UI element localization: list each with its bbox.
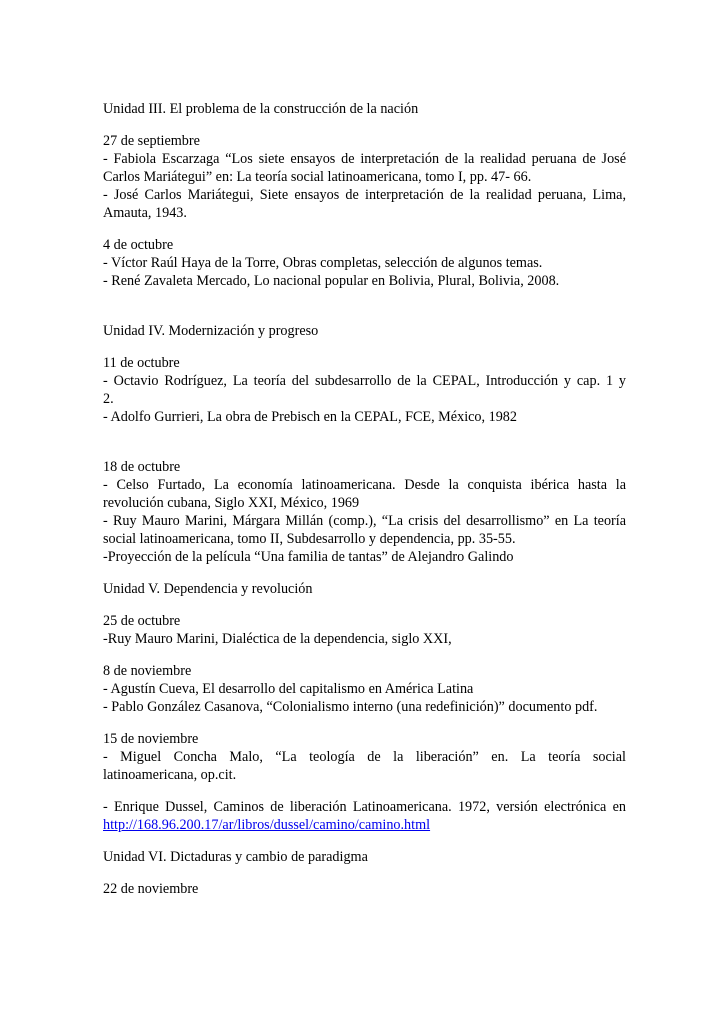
session-date-22-nov: 22 de noviembre (103, 881, 199, 897)
session-date-15-nov: 15 de noviembre (103, 731, 199, 747)
reading-mariategui-line2: Amauta, 1943. (103, 205, 187, 221)
reading-dussel-line1: - Enrique Dussel, Caminos de liberación Latinoamericana. 1972, versión electrónica en (103, 799, 626, 815)
reading-furtado-line1: - Celso Furtado, La economía latinoamericana. Desde la conquista ibérica hasta la (103, 477, 626, 493)
reading-gonzalez-casanova: - Pablo González Casanova, “Colonialismo interno (una redefinición)” documento pdf. (103, 699, 598, 715)
session-date-18-oct: 18 de octubre (103, 459, 181, 475)
session-date-27-sep: 27 de septiembre (103, 133, 200, 149)
session-date-4-oct: 4 de octubre (103, 237, 174, 253)
reading-cueva: - Agustín Cueva, El desarrollo del capitalismo en América Latina (103, 681, 474, 697)
reading-furtado-line2: revolución cubana, Siglo XXI, México, 1969 (103, 495, 360, 511)
reading-escarzaga-line2: Carlos Mariátegui” en: La teoría social latinoamericana, tomo I, pp. 47- 66. (103, 169, 532, 185)
unit-4-heading: Unidad IV. Modernización y progreso (103, 323, 319, 339)
reading-marini-millan-line1: - Ruy Mauro Marini, Márgara Millán (comp.), “La crisis del desarrollismo” en La teoría (103, 513, 626, 529)
unit-6-heading: Unidad VI. Dictaduras y cambio de paradigma (103, 849, 368, 865)
reading-haya-de-la-torre: - Víctor Raúl Haya de la Torre, Obras completas, selección de algunos temas. (103, 255, 543, 271)
reading-concha-malo-line1: - Miguel Concha Malo, “La teología de la liberación” en. La teoría social (103, 749, 626, 765)
reading-marini-millan-line2: social latinoamericana, tomo II, Subdesarrollo y dependencia, pp. 35-55. (103, 531, 516, 547)
reading-rodriguez-line1: - Octavio Rodríguez, La teoría del subdesarrollo de la CEPAL, Introducción y cap. 1 y (103, 373, 626, 389)
reading-concha-malo-line2: latinoamericana, op.cit. (103, 767, 237, 783)
reading-dussel-line2 (103, 816, 626, 834)
session-date-25-oct: 25 de octubre (103, 613, 181, 629)
session-date-11-oct: 11 de octubre (103, 355, 180, 371)
reading-zavaleta: - René Zavaleta Mercado, Lo nacional popular en Bolivia, Plural, Bolivia, 2008. (103, 273, 560, 289)
reading-rodriguez-line2: 2. (103, 391, 114, 407)
session-date-8-nov: 8 de noviembre (103, 663, 192, 679)
reading-mariategui-line1: - José Carlos Mariátegui, Siete ensayos de interpretación de la realidad peruana, Lima, (103, 187, 626, 203)
reading-marini-dialectica: -Ruy Mauro Marini, Dialéctica de la dependencia, siglo XXI, (103, 631, 452, 647)
unit-3-heading: Unidad III. El problema de la construcción de la nación (103, 101, 419, 117)
dussel-link[interactable]: http://168.96.200.17/ar/libros/dussel/camino/camino.html (103, 817, 431, 833)
reading-gurrieri: - Adolfo Gurrieri, La obra de Prebisch en la CEPAL, FCE, México, 1982 (103, 409, 517, 425)
document-page (103, 100, 626, 898)
film-screening: -Proyección de la película “Una familia de tantas” de Alejandro Galindo (103, 549, 514, 565)
reading-escarzaga-line1: - Fabiola Escarzaga “Los siete ensayos de interpretación de la realidad peruana de José (103, 151, 626, 167)
unit-5-heading: Unidad V. Dependencia y revolución (103, 581, 313, 597)
